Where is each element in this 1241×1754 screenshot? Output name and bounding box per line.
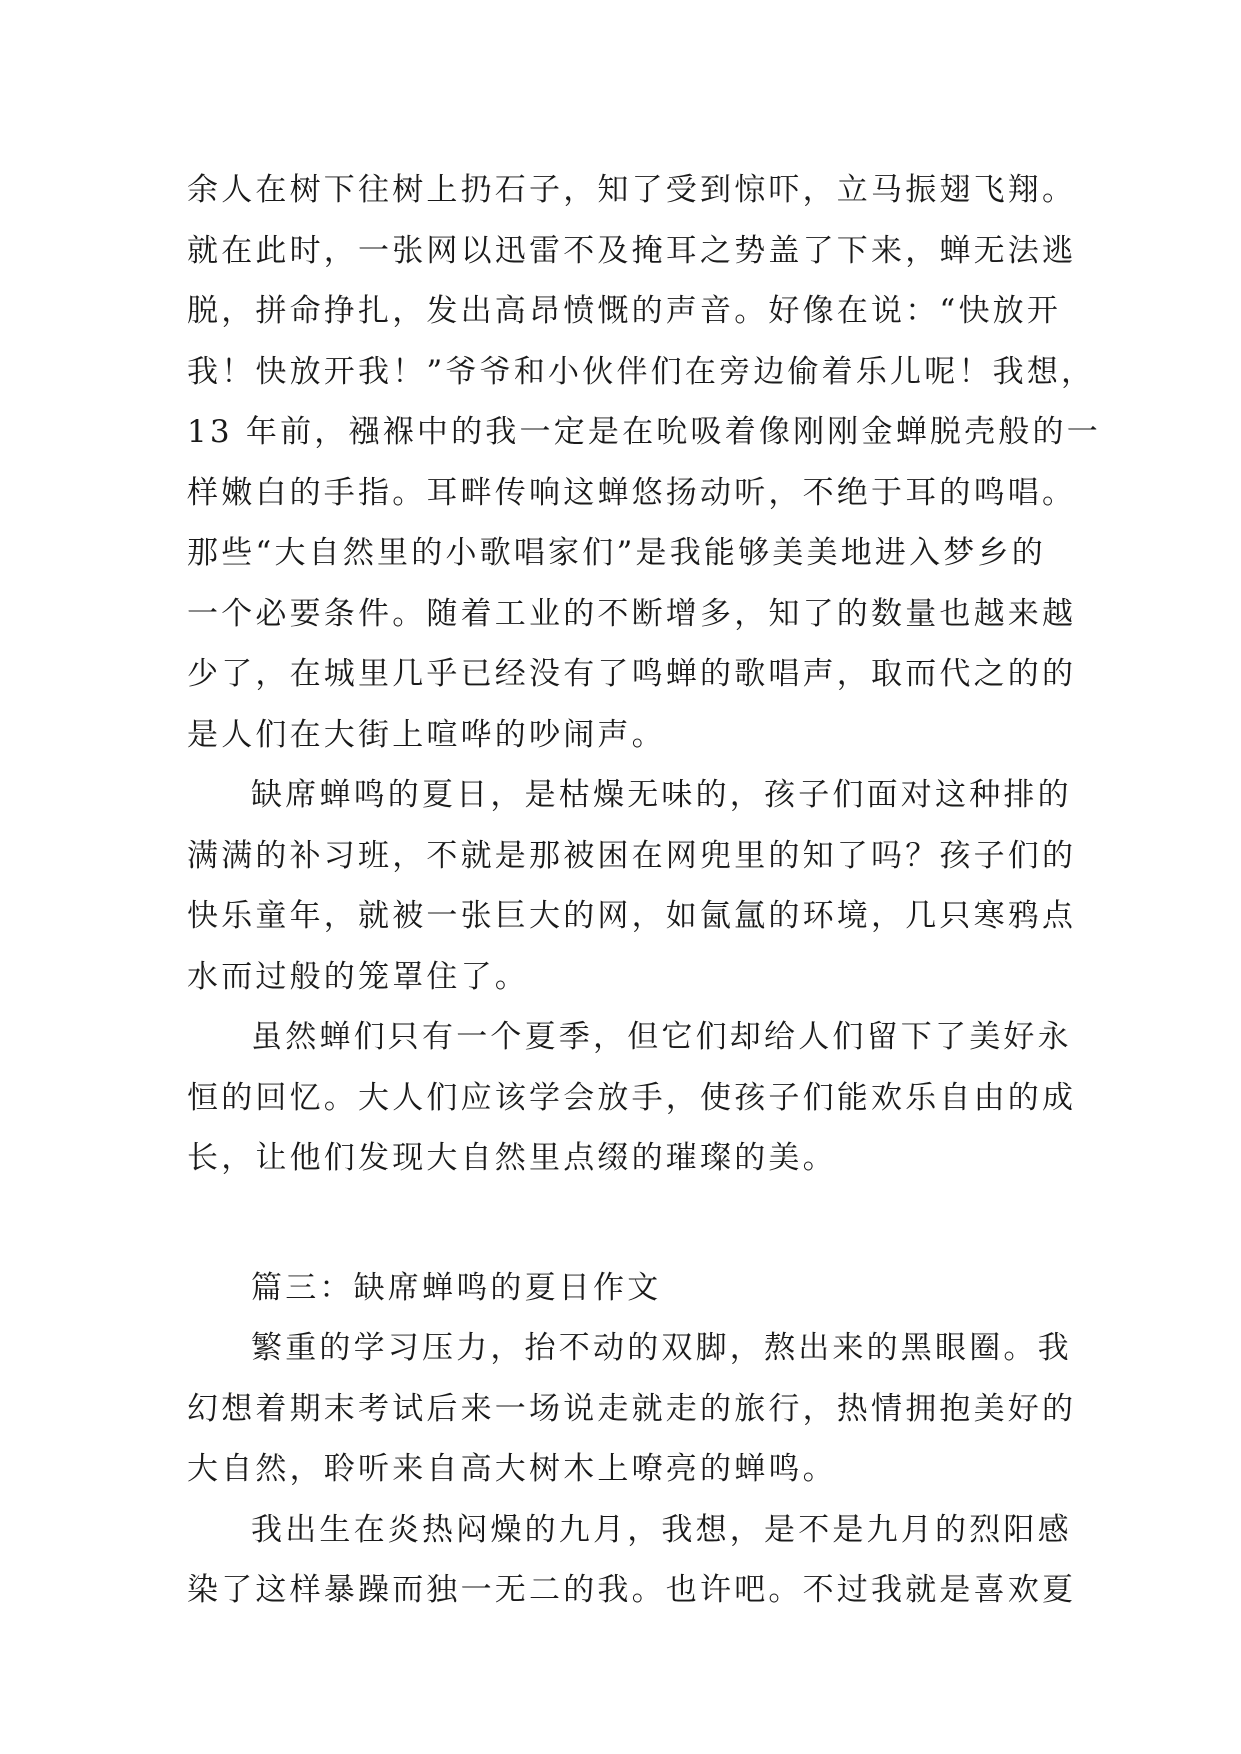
text-line: 就在此时，一张网以迅雷不及掩耳之势盖了下来，蝉无法逃 [187, 232, 1077, 269]
text-line: 水而过般的笼罩住了。 [187, 958, 529, 995]
text-line: 虽然蝉们只有一个夏季，但它们却给人们留下了美好永 [251, 1019, 1072, 1055]
text-line: 13 年前，襁褓中的我一定是在吮吸着像刚刚金蝉脱壳般的一 [187, 414, 1101, 450]
section-heading: 篇三：缺席蝉鸣的夏日作文 [251, 1269, 662, 1306]
text-line: 我出生在炎热闷燥的九月，我想，是不是九月的烈阳感 [251, 1511, 1072, 1548]
paragraph [187, 765, 1077, 1007]
paragraph [187, 1318, 1077, 1500]
document-body [187, 160, 1101, 1621]
text-line: 一个必要条件。随着工业的不断增多，知了的数量也越来越 [187, 595, 1077, 632]
paragraph [187, 1007, 1077, 1189]
text-line: 脱，拼命挣扎，发出高昂愤慨的声音。好像在说：“快放开 [187, 293, 1062, 329]
text-line: 繁重的学习压力，抬不动的双脚，熬出来的黑眼圈。我 [251, 1330, 1072, 1366]
text-line: 满满的补习班，不就是那被困在网兜里的知了吗？孩子们的 [187, 837, 1077, 874]
text-line: 快乐童年，就被一张巨大的网，如氤氲的环境，几只寒鸦点 [187, 898, 1077, 934]
paragraph [187, 160, 1101, 765]
text-line: 恒的回忆。大人们应该学会放手，使孩子们能欢乐自由的成 [187, 1079, 1077, 1116]
text-line: 我！快放开我！”爷爷和小伙伴们在旁边偷着乐儿呢！我想， [187, 353, 1096, 390]
text-line: 样嫩白的手指。耳畔传响这蝉悠扬动听，不绝于耳的鸣唱。 [187, 474, 1077, 511]
text-line: 少了，在城里几乎已经没有了鸣蝉的歌唱声，取而代之的的 [187, 656, 1077, 692]
paragraph [187, 1500, 1077, 1621]
text-line: 幻想着期末考试后来一场说走就走的旅行，热情拥抱美好的 [187, 1390, 1077, 1427]
section-spacer [187, 1189, 1057, 1258]
text-line: 缺席蝉鸣的夏日，是枯燥无味的，孩子们面对这种排的 [251, 777, 1072, 813]
text-line: 是人们在大街上喧哗的吵闹声。 [187, 716, 666, 753]
text-line: 余人在树下往树上扔石子，知了受到惊吓，立马振翅飞翔。 [187, 172, 1077, 208]
text-line: 那些“大自然里的小歌唱家们”是我能够美美地进入梦乡的 [187, 535, 1046, 571]
text-line: 长，让他们发现大自然里点缀的璀璨的美。 [187, 1140, 837, 1176]
text-line: 大自然，聆听来自高大树木上嘹亮的蝉鸣。 [187, 1451, 837, 1487]
text-line: 染了这样暴躁而独一无二的我。也许吧。不过我就是喜欢夏 [187, 1572, 1077, 1608]
